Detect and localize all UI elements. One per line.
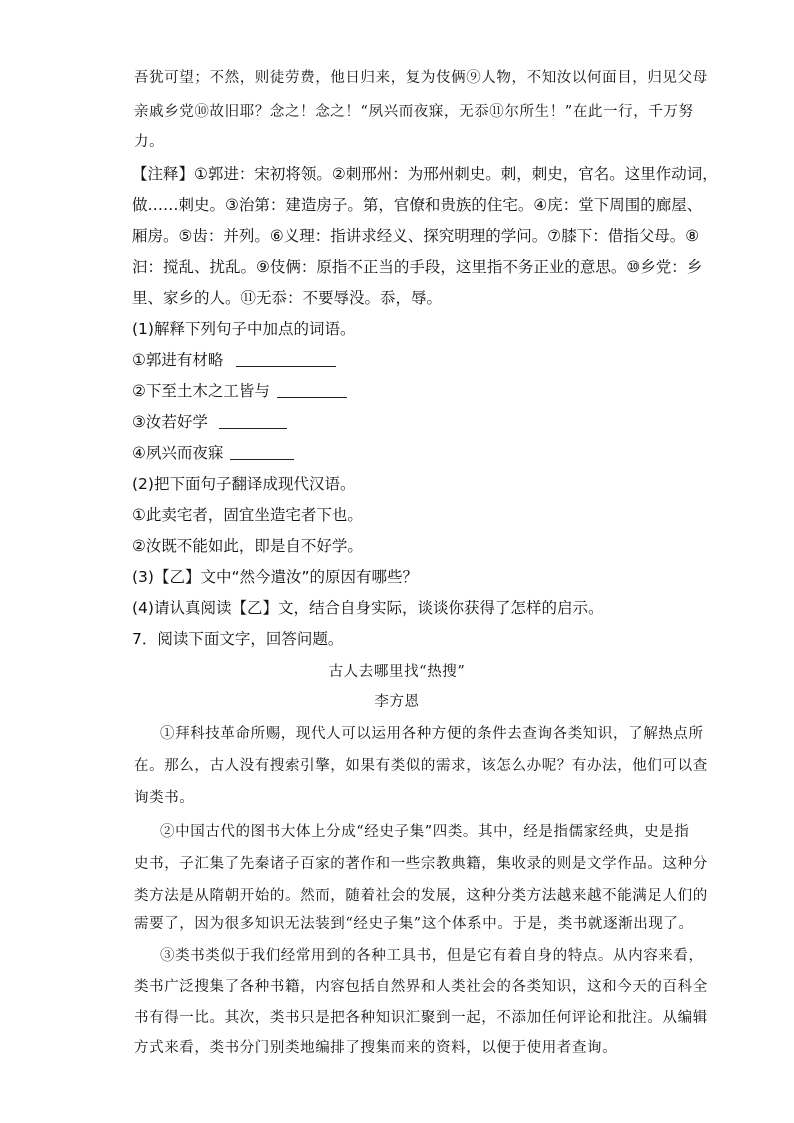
item-7-heading: 7．阅读下面文字，回答问题。 bbox=[132, 630, 344, 648]
question-3: (3)【乙】文中“然今遣汝”的原因有哪些？ bbox=[132, 568, 419, 586]
question-4: (4)请认真阅读【乙】文，结合自身实际，谈谈你获得了怎样的启示。 bbox=[132, 599, 604, 617]
question-1: (1)解释下列句子中加点的词语。 bbox=[132, 320, 356, 338]
notes-line: 【注释】①郭进：宋初将领。②刺邢州：为邢州刺史。刺，刺史，官名。这里作动词， bbox=[132, 165, 718, 183]
article-paragraph-3-line: ③类书类似于我们经常用到的各种工具书，但是它有着自身的特点。从内容来看， bbox=[160, 948, 704, 964]
article-paragraph-2-line: 需要了，因为很多知识无法装到“经史子集”这个体系中。于是，类书就逐渐出现了。 bbox=[134, 916, 694, 932]
question-2: (2)把下面句子翻译成现代汉语。 bbox=[132, 475, 356, 493]
question-text: ②下至土木之工皆与 bbox=[132, 382, 270, 400]
answer-blank[interactable] bbox=[230, 445, 294, 460]
article-paragraph-2-line: 类方法是从隋朝开始的。然而，随着社会的发展，这种分类方法越来越不能满足人们的 bbox=[134, 888, 708, 904]
passage-line: 亲戚乡党⑩故旧耶？念之！念之！“夙兴而夜寐，无忝⑪尔所生！”在此一行，千万努 bbox=[134, 104, 694, 120]
article-paragraph-3-line: 方式来看，类书分门别类地编排了搜集而来的资料，以便于使用者查询。 bbox=[134, 1040, 618, 1056]
question-1a bbox=[132, 348, 336, 370]
notes-line: 汩：搅乱、扰乱。⑨伎俩：原指不正当的手段，这里指不务正业的意思。⑩乡党：乡 bbox=[132, 258, 703, 276]
notes-line: 厢房。⑤齿：并列。⑥义理：指讲求经义、探究明理的学问。⑦膝下：借指父母。⑧ bbox=[132, 227, 700, 245]
article-paragraph-2-line: ②中国古代的图书大体上分成“经史子集”四类。其中，经是指儒家经典，史是指 bbox=[160, 824, 690, 840]
article-title: 古人去哪里找“热搜” bbox=[328, 664, 466, 680]
article-paragraph-3-line: 类书广泛搜集了各种书籍，内容包括自然界和人类社会的各类知识，这和今天的百科全 bbox=[134, 979, 708, 995]
question-1d bbox=[132, 441, 294, 463]
article-paragraph-1-line: ①拜科技革命所赐，现代人可以运用各种方便的条件去查询各类知识，了解热点所 bbox=[160, 726, 704, 742]
article-paragraph-2-line: 史书，子汇集了先秦诸子百家的著作和一些宗教典籍，集收录的则是文学作品。这种分 bbox=[134, 856, 708, 872]
answer-blank[interactable] bbox=[219, 414, 287, 429]
question-1b bbox=[132, 379, 347, 401]
article-paragraph-3-line: 书有得一比。其次，类书只是把各种知识汇聚到一起，不添加任何评论和批注。从编辑 bbox=[134, 1010, 708, 1026]
passage-line: 力。 bbox=[134, 134, 165, 150]
question-2b: ②汝既不能如此，即是自不好学。 bbox=[132, 537, 363, 555]
passage-line: 吾犹可望；不然，则徒劳费，他日归来，复为伎俩⑨人物，不知汝以何面目，归见父母 bbox=[134, 70, 708, 86]
article-paragraph-1-line: 在。那么，古人没有搜索引擎，如果有类似的需求，该怎么办呢？有办法，他们可以查 bbox=[134, 758, 708, 774]
answer-blank[interactable] bbox=[236, 352, 336, 367]
question-1c bbox=[132, 410, 287, 432]
article-paragraph-1-line: 询类书。 bbox=[134, 790, 195, 806]
question-2a: ①此卖宅者，固宜坐造宅者下也。 bbox=[132, 506, 363, 524]
notes-line: 里、家乡的人。⑪无忝：不要辱没。忝，辱。 bbox=[132, 289, 443, 307]
question-text: ①郭进有材略 bbox=[132, 351, 224, 369]
answer-blank[interactable] bbox=[277, 383, 347, 398]
notes-line: 做……刺史。③治第：建造房子。第，官僚和贵族的住宅。④庑：堂下周围的廊屋、 bbox=[132, 196, 703, 214]
question-text: ④夙兴而夜寐 bbox=[132, 444, 224, 462]
article-author: 李方恩 bbox=[374, 694, 420, 710]
question-text: ③汝若好学 bbox=[132, 413, 208, 431]
